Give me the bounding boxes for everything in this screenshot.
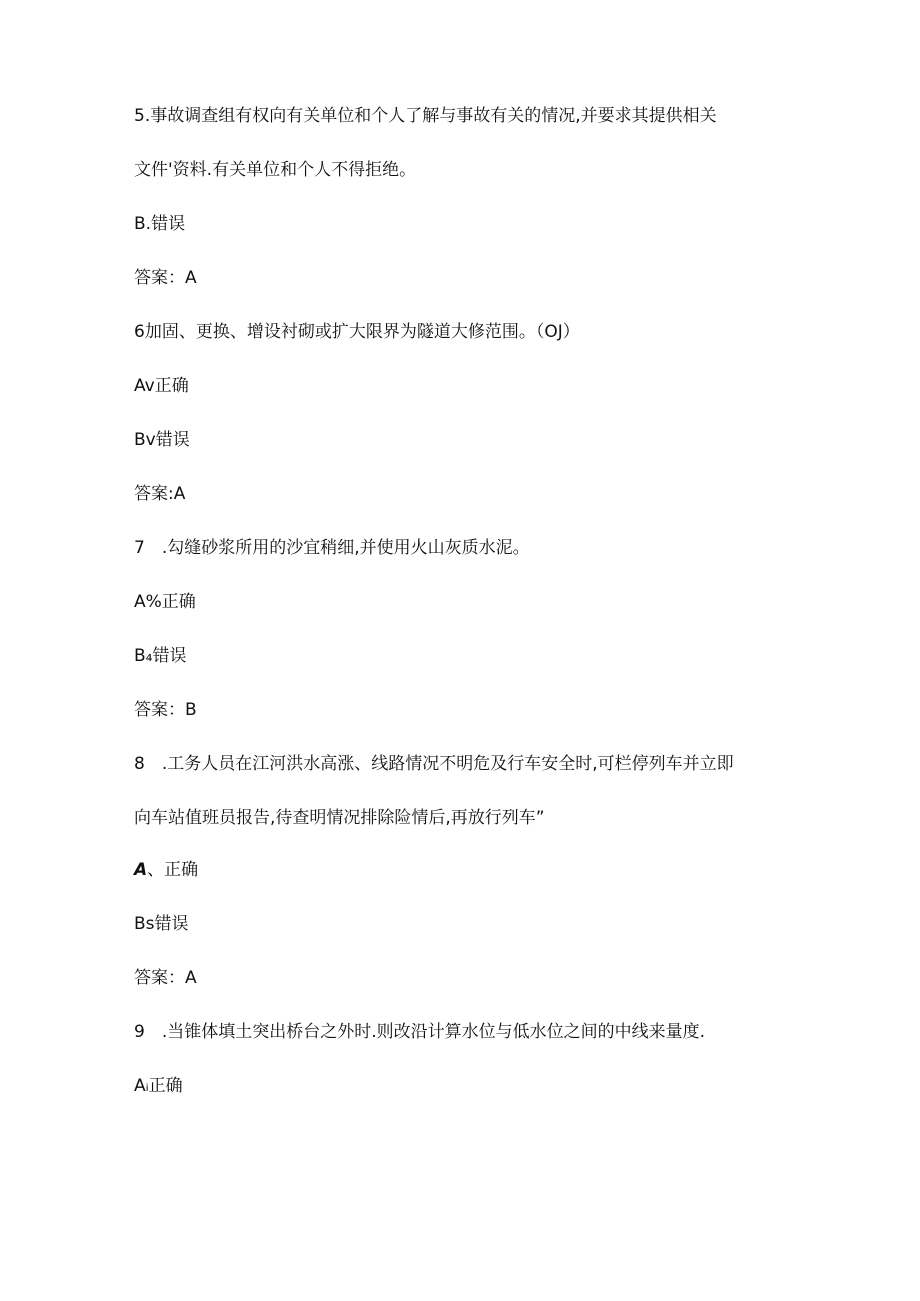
q6-option-b: Bv错误: [134, 430, 190, 450]
q7-option-b: B₄错误: [134, 646, 187, 666]
q9-text: 9 .当锥体填土突出桥台之外时.则改沿计算水位与低水位之间的中线来量度.: [134, 1022, 706, 1042]
q5-text-line1: 5.事故调查组有权向有关单位和个人了解与事故有关的情况,并要求其提供相关: [134, 106, 717, 126]
q5-option-b: B.错误: [134, 214, 186, 234]
q8-text-line2: 向车站值班员报告,待查明情况排除险情后,再放行列车”: [134, 808, 545, 828]
q5-answer: 答案：A: [134, 268, 197, 288]
q6-option-a: Av正确: [134, 376, 189, 396]
q9-option-a: Aᵢ正确: [134, 1076, 183, 1096]
q7-option-a: A%正确: [134, 592, 196, 612]
q5-text-line2: 文件'资料.有关单位和个人不得拒绝。: [134, 160, 417, 180]
q6-answer: 答案:A: [134, 484, 186, 504]
q8-text-line1: 8 .工务人员在江河洪水高涨、线路情况不明危及行车安全时,可栏停列车并立即: [134, 754, 734, 774]
q8-option-a: [134, 858, 198, 882]
q8-answer: 答案：A: [134, 968, 197, 988]
q8-option-a-letter: A: [134, 860, 148, 880]
q8-option-a-text: 、正确: [147, 860, 199, 880]
q8-option-b: Bs错误: [134, 914, 189, 934]
q7-text: 7 .勾缝砂浆所用的沙宜稍细,并使用火山灰质水泥。: [134, 538, 530, 558]
q6-text: 6加固、更换、增设衬砌或扩大限界为隧道大修范围。（OJ）: [134, 322, 580, 342]
q7-answer: 答案：B: [134, 700, 197, 720]
